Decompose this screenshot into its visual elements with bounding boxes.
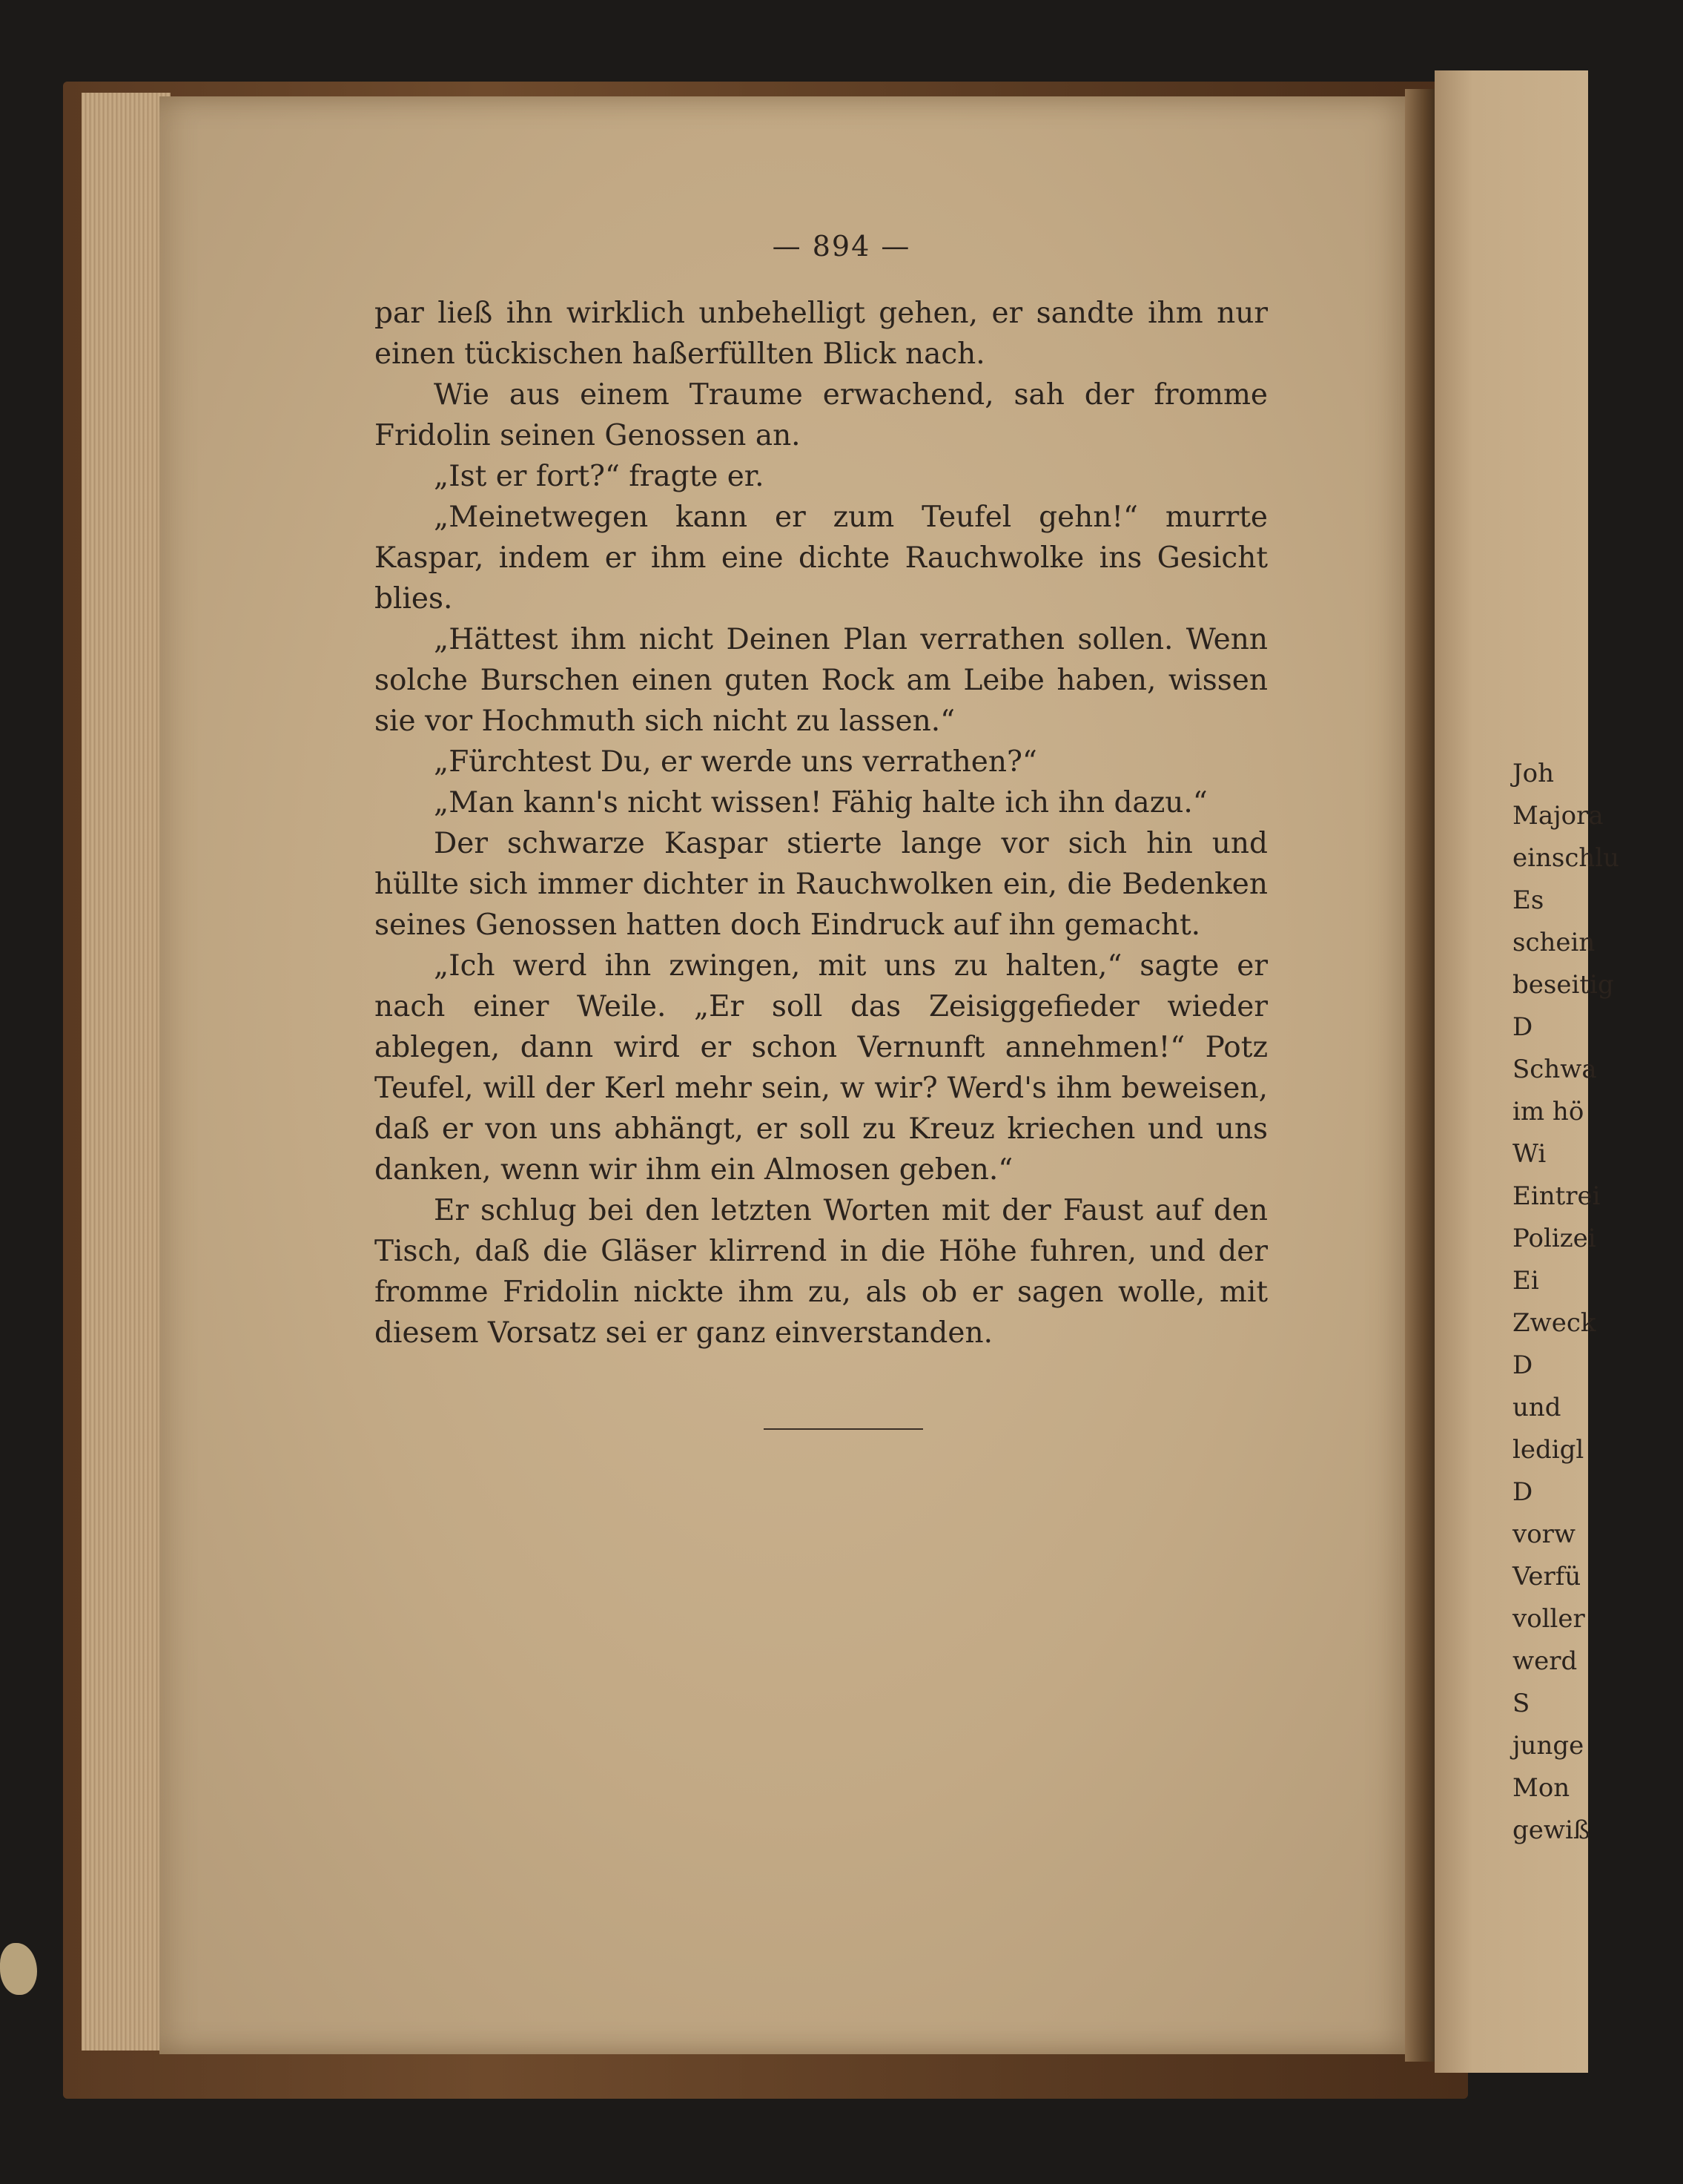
facing-page-fragment: und [1512, 1393, 1561, 1422]
facing-page-fragment: junge [1512, 1731, 1584, 1761]
facing-page-fragment: S [1512, 1689, 1530, 1718]
facing-page-fragment: Majora [1512, 801, 1604, 831]
body-text [374, 293, 1268, 1353]
facing-page-fragment: ledigl [1512, 1435, 1584, 1465]
paragraph: „Hättest ihm nicht Deinen Plan verrathen sollen. Wenn solche Burschen einen guten Rock am Leibe haben, wissen sie vor Hochmuth sich nicht zu lassen.“ [374, 623, 1268, 738]
section-end-rule [764, 1428, 923, 1430]
facing-page-fragment: Wi [1512, 1139, 1547, 1169]
paragraph: „Ist er fort?“ fragte er. [434, 460, 764, 493]
facing-page-fragment: im hö [1512, 1097, 1584, 1126]
facing-page-text [1512, 753, 1620, 1852]
facing-page-fragment: Joh [1512, 759, 1554, 788]
facing-page-fragment: Schwa [1512, 1055, 1597, 1084]
page-edges [82, 93, 171, 2051]
facing-page-fragment: Es [1512, 885, 1544, 915]
facing-page-fragment: Verfü [1512, 1562, 1581, 1591]
paragraph: par ließ ihn wirklich unbehelligt gehen, er sandte ihm nur einen tückischen haßerfüllten Blick nach. [374, 297, 1268, 371]
page-number: — 894 — [772, 230, 911, 263]
facing-page-fragment: gewiß [1512, 1815, 1590, 1845]
facing-page-fragment: Mon [1512, 1773, 1570, 1803]
paper-fragment [0, 1943, 37, 1995]
facing-page-fragment: voller [1512, 1604, 1585, 1634]
facing-page-fragment: Eintrei [1512, 1181, 1601, 1211]
paragraph: Wie aus einem Traume erwachend, sah der fromme Fridolin seinen Genossen an. [374, 378, 1268, 452]
facing-page-fragment: einschlu [1512, 843, 1620, 873]
paragraph: Er schlug bei den letzten Worten mit der Faust auf den Tisch, daß die Gläser klirrend in die Höhe fuhren, und der fromme Fridolin nickte ihm zu, als ob er sagen wolle, mit diesem Vorsatz sei er ganz einverstanden. [374, 1194, 1268, 1350]
facing-page-fragment: schein [1512, 928, 1596, 957]
paragraph: „Fürchtest Du, er werde uns verrathen?“ [434, 745, 1037, 779]
paragraph: Der schwarze Kaspar stierte lange vor sich hin und hüllte sich immer dichter in Rauchwolken ein, die Bedenken seines Genossen hatten doch Eindruck auf ihn gemacht. [374, 827, 1268, 942]
facing-page-fragment: Polizei [1512, 1224, 1596, 1253]
paragraph: „Meinetwegen kann er zum Teufel gehn!“ murrte Kaspar, indem er ihm eine dichte Rauchwolke ins Gesicht blies. [374, 501, 1268, 616]
book-gutter [1405, 89, 1438, 2062]
facing-page-fragment: beseitig [1512, 970, 1614, 1000]
facing-page-fragment: werd [1512, 1646, 1578, 1676]
paragraph: „Ich werd ihn zwingen, mit uns zu halten,“ sagte er nach einer Weile. „Er soll das Zeisiggefieder wieder ablegen, dann wird er schon Vernunft annehmen!“ Potz Teufel, will der Kerl mehr sein, w wir? Werd's ihm beweisen, daß er von uns abhängt, er soll zu Kreuz kriechen und uns danken, wenn wir ihm ein Almosen geben.“ [374, 949, 1268, 1187]
paragraph: „Man kann's nicht wissen! Fähig halte ich ihn dazu.“ [434, 786, 1208, 819]
facing-page-fragment: D [1512, 1012, 1533, 1042]
facing-page-fragment: D [1512, 1477, 1533, 1507]
facing-page-fragment: Zweck [1512, 1308, 1596, 1338]
facing-page-fragment: Ei [1512, 1266, 1539, 1296]
facing-page-fragment: vorw [1512, 1520, 1576, 1549]
facing-page-fragment: D [1512, 1350, 1533, 1380]
